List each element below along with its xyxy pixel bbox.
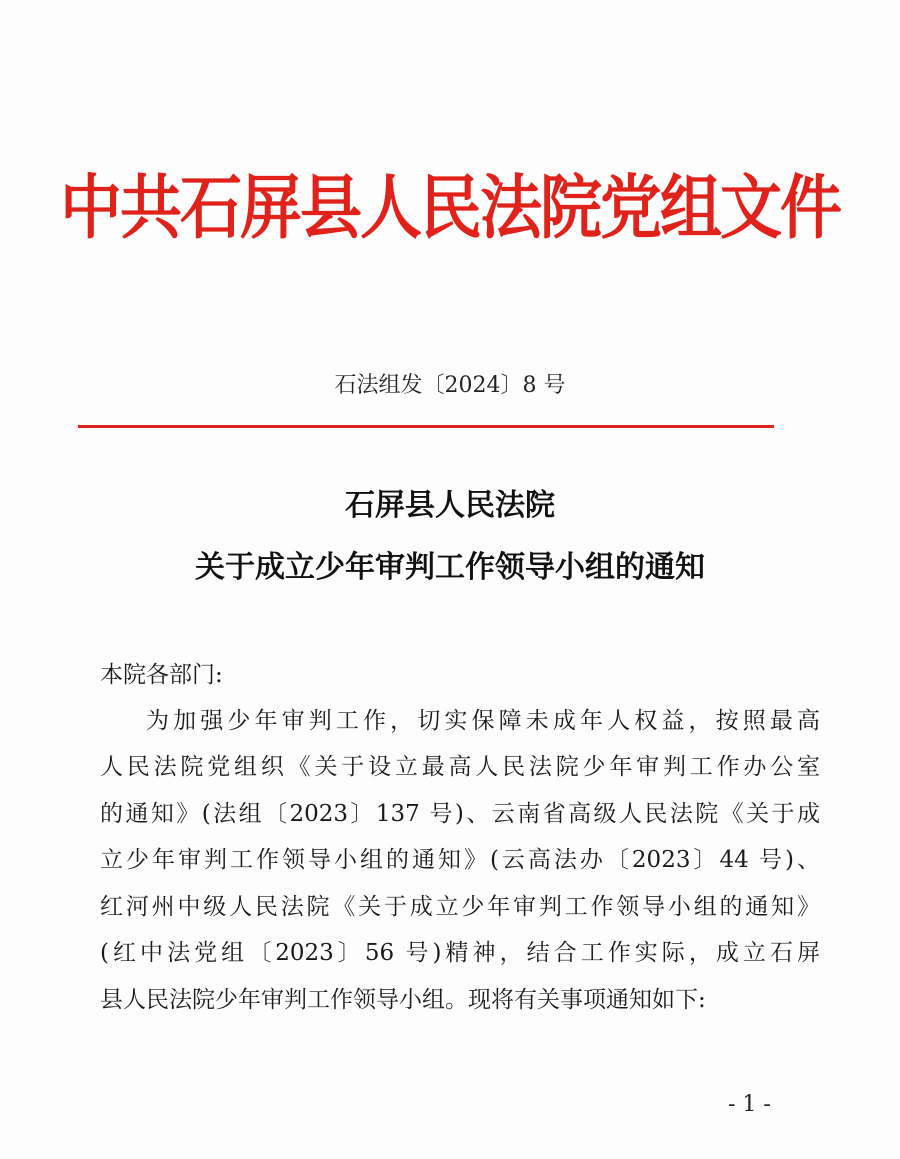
page-number: - 1 - xyxy=(728,1092,771,1117)
body-text-line: (红中法党组〔2023〕56 号)精神，结合工作实际，成立石屏 xyxy=(100,940,820,966)
body-text-line: 的通知》(法组〔2023〕137 号)、云南省高级人民法院《关于成 xyxy=(100,801,820,827)
body-text-line: 为加强少年审判工作，切实保障未成年人权益，按照最高 xyxy=(146,708,820,734)
salutation: 本院各部门: xyxy=(100,662,223,688)
red-separator-line xyxy=(78,425,774,428)
body-text-line: 县人民法院少年审判工作领导小组。现将有关事项通知如下: xyxy=(100,987,706,1013)
notice-title-line-1: 石屏县人民法院 xyxy=(345,488,555,523)
body-text-line: 立少年审判工作领导小组的通知》(云高法办〔2023〕44 号)、 xyxy=(100,847,820,873)
document-number: 石法组发〔2024〕8 号 xyxy=(334,373,566,398)
notice-title-line-2: 关于成立少年审判工作领导小组的通知 xyxy=(195,550,705,585)
document-header-title: 中共石屏县人民法院党组文件 xyxy=(59,166,840,249)
body-text-line: 人民法院党组织《关于设立最高人民法院少年审判工作办公室 xyxy=(100,754,820,780)
body-text-line: 红河州中级人民法院《关于成立少年审判工作领导小组的通知》 xyxy=(100,894,820,920)
